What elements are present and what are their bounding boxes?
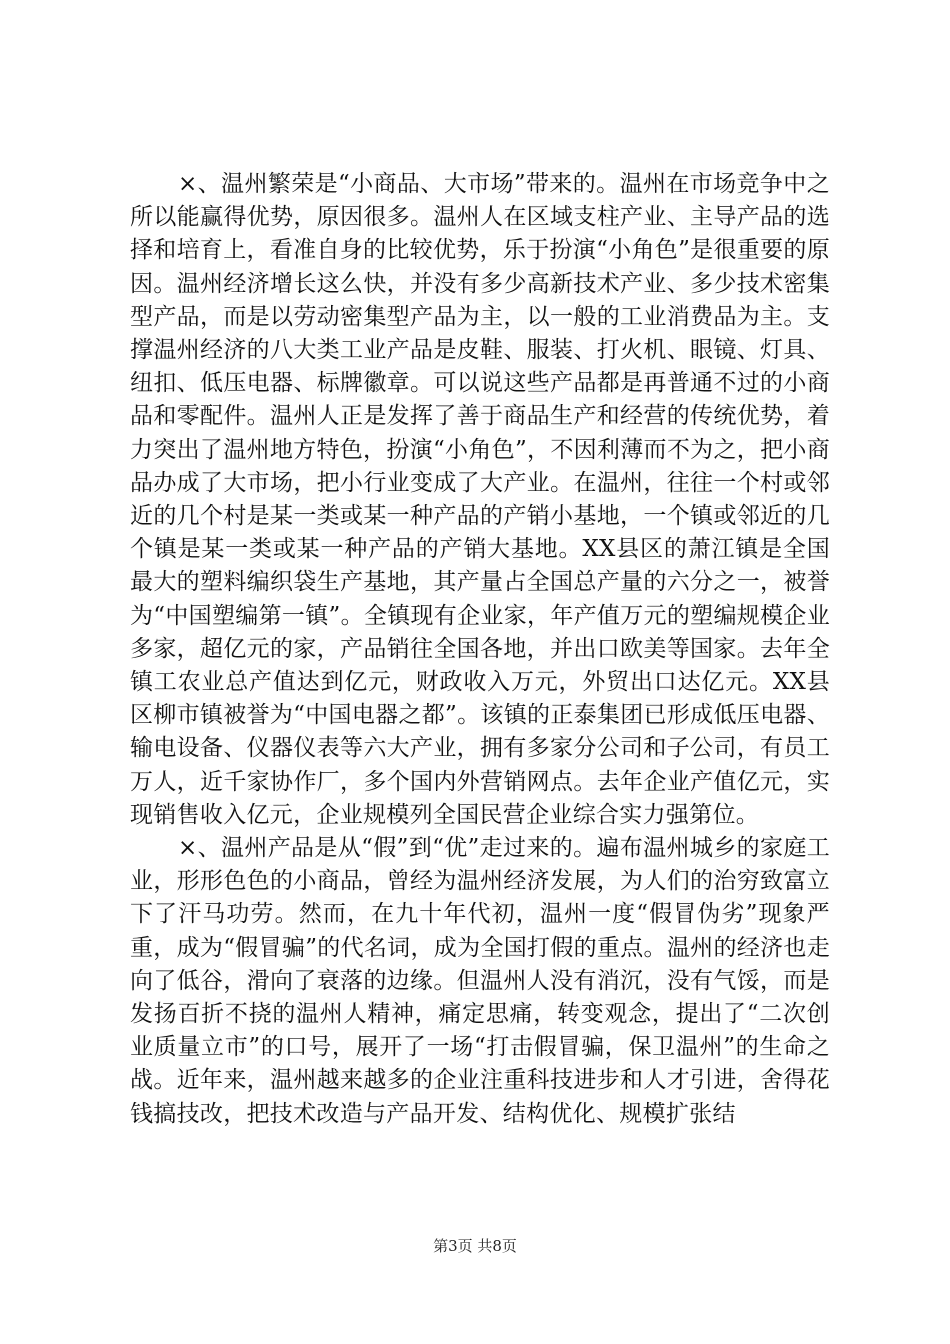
page-number-footer: 第3页 共8页 — [433, 1237, 517, 1255]
paragraph-small-commodities: ×、温州繁荣是“小商品、大市场”带来的。温州在市场竞争中之所以能赢得优势，原因很多。温州人在区域支柱产业、主导产品的选择和培育上，看准自身的比较优势，乐于扮演“小角色”是很重要的原因。温州经济增长这么快，并没有多少高新技术产业、多少技术密集型产品，而是以劳动密集型产品为主，以一般的工业消费品为主。支撑温州经济的八大类工业产品是皮鞋、服装、打火机、眼镜、灯具、纽扣、低压电器、标牌徽章。可以说这些产品都是再普通不过的小商品和零配件。温州人正是发挥了善于商品生产和经营的传统优势，着力突出了温州地方特色，扮演“小角色”，不因利薄而不为之，把小商品办成了大市场，把小行业变成了大产业。在温州，往往一个村或邻近的几个村是某一类或某一种产品的产销小基地，一个镇或邻近的几个镇是某一类或某一种产品的产销大基地。XX县区的萧江镇是全国最大的塑料编织袋生产基地，其产量占全国总产量的六分之一，被誉为“中国塑编第一镇”。全镇现有企业家，年产值万元的塑编规模企业多家，超亿元的家，产品销往全国各地，并出口欧美等国家。去年全镇工农业总产值达到亿元，财政收入万元，外贸出口达亿元。XX县区柳市镇被誉为“中国电器之都”。该镇的正泰集团已形成低压电器、输电设备、仪器仪表等六大产业，拥有多家分公司和子公司，有员工万人，近千家协作厂，多个国内外营销网点。去年企业产值亿元，实现销售收入亿元，企业规模列全国民营企业综合实力强第位。 — [130, 171, 830, 828]
document-body — [130, 168, 830, 1131]
paragraph-product-quality: ×、温州产品是从“假”到“优”走过来的。遍布温州城乡的家庭工业，形形色色的小商品，曾经为温州经济发展，为人们的治穷致富立下了汗马功劳。然而，在九十年代初，温州一度“假冒伪劣”现象严重，成为“假冒骗”的代名词，成为全国打假的重点。温州的经济也走向了低谷，滑向了衰落的边缘。但温州人没有消沉，没有气馁，而是发扬百折不挠的温州人精神，痛定思痛，转变观念，提出了“二次创业质量立市”的口号，展开了一场“打击假冒骗，保卫温州”的生命之战。近年来，温州越来越多的企业注重科技进步和人才引进，舍得花钱搞技改，把技术改造与产品开发、结构优化、规模扩张结 — [130, 835, 830, 1127]
